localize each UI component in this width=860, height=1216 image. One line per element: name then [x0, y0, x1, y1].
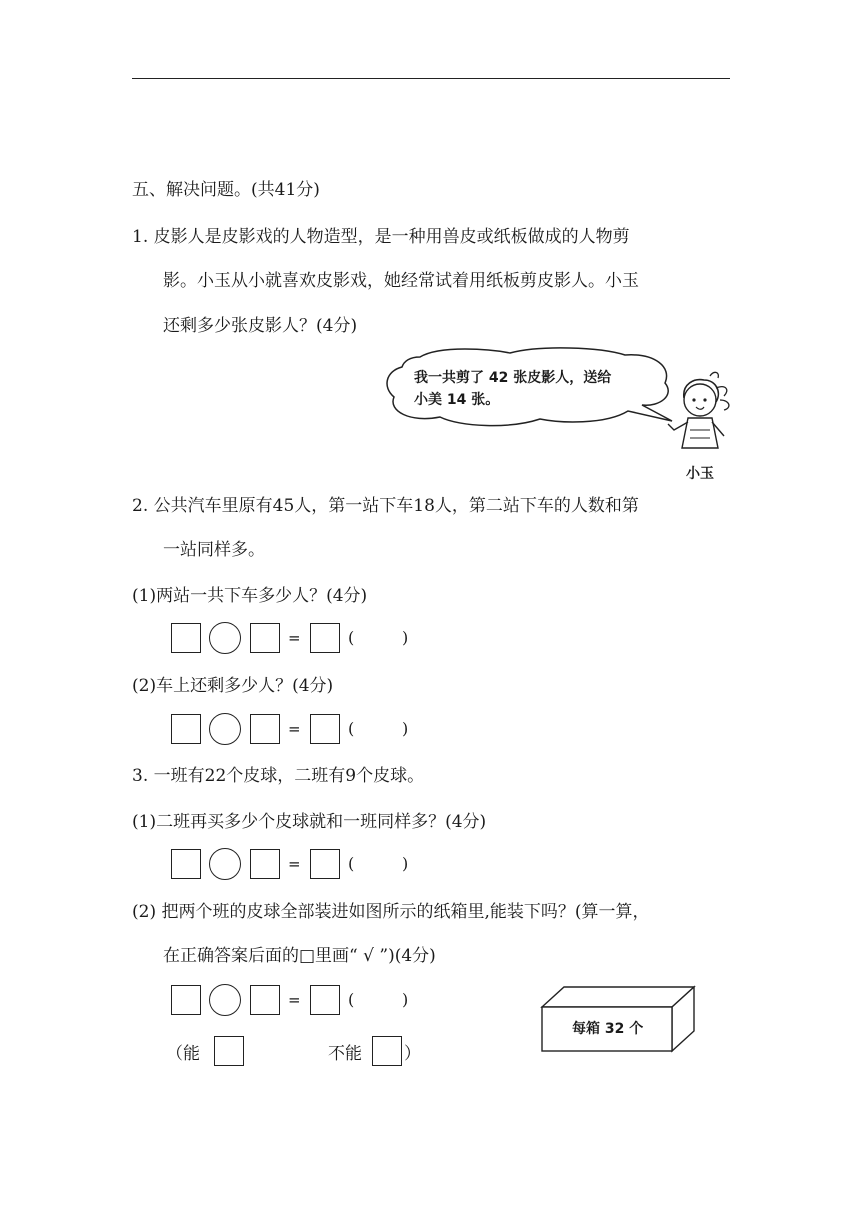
answer-box[interactable] — [250, 849, 280, 879]
unit-paren-open: ( — [348, 854, 355, 873]
answer-box[interactable] — [250, 623, 280, 653]
header-rule — [132, 78, 730, 79]
choice-no-label: 不能 — [328, 1044, 362, 1064]
character-name: 小玉 — [686, 466, 714, 482]
answer-box[interactable] — [171, 714, 201, 744]
q1-line2: 影。小玉从小就喜欢皮影戏，她经常试着用纸板剪皮影人。小玉 — [163, 271, 639, 291]
equals-sign: = — [288, 720, 301, 738]
answer-box[interactable] — [171, 985, 201, 1015]
answer-box[interactable] — [250, 714, 280, 744]
q3-part1: (1)二班再买多少个皮球就和一班同样多？(4分) — [132, 812, 487, 832]
q2-line1: 2. 公共汽车里原有45人，第一站下车18人，第二站下车的人数和第 — [132, 496, 639, 516]
bubble-line1: 我一共剪了 42 张皮影人，送给 — [414, 370, 612, 386]
choice-yes-label: （能 — [166, 1044, 200, 1064]
operator-circle[interactable] — [209, 713, 241, 745]
q1-line1: 1. 皮影人是皮影戏的人物造型，是一种用兽皮或纸板做成的人物剪 — [132, 227, 630, 247]
result-box[interactable] — [310, 849, 340, 879]
operator-circle[interactable] — [209, 984, 241, 1016]
result-box[interactable] — [310, 985, 340, 1015]
unit-paren-open: ( — [348, 719, 355, 738]
result-box[interactable] — [310, 714, 340, 744]
unit-paren-close: ) — [402, 628, 409, 647]
unit-paren-close: ) — [402, 854, 409, 873]
unit-paren-open: ( — [348, 628, 355, 647]
equals-sign: = — [288, 855, 301, 873]
choice-no-box[interactable] — [372, 1036, 402, 1066]
q3-line1: 3. 一班有22个皮球，二班有9个皮球。 — [132, 766, 425, 786]
q2-part1: (1)两站一共下车多少人？(4分) — [132, 586, 368, 606]
choice-yes-box[interactable] — [214, 1036, 244, 1066]
unit-paren-open: ( — [348, 990, 355, 1009]
unit-paren-close: ) — [402, 990, 409, 1009]
operator-circle[interactable] — [209, 622, 241, 654]
answer-box[interactable] — [171, 623, 201, 653]
q2-line2: 一站同样多。 — [163, 540, 265, 560]
equals-sign: = — [288, 629, 301, 647]
answer-box[interactable] — [171, 849, 201, 879]
bubble-line2: 小美 14 张。 — [414, 392, 500, 408]
q2-part2: (2)车上还剩多少人？(4分) — [132, 676, 334, 696]
girl-illustration — [660, 370, 740, 460]
operator-circle[interactable] — [209, 848, 241, 880]
choice-close-paren: ） — [404, 1044, 421, 1064]
q3-part2-line2: 在正确答案后面的□里画“ √ ”)(4分) — [163, 946, 436, 966]
equals-sign: = — [288, 991, 301, 1009]
crate-label: 每箱 32 个 — [572, 1021, 644, 1037]
result-box[interactable] — [310, 623, 340, 653]
answer-box[interactable] — [250, 985, 280, 1015]
section-title: 五、解决问题。(共41分) — [132, 180, 320, 200]
unit-paren-close: ) — [402, 719, 409, 738]
q1-line3: 还剩多少张皮影人？(4分) — [163, 316, 358, 336]
q3-part2-line1: (2) 把两个班的皮球全部装进如图所示的纸箱里,能装下吗？(算一算， — [132, 902, 650, 922]
